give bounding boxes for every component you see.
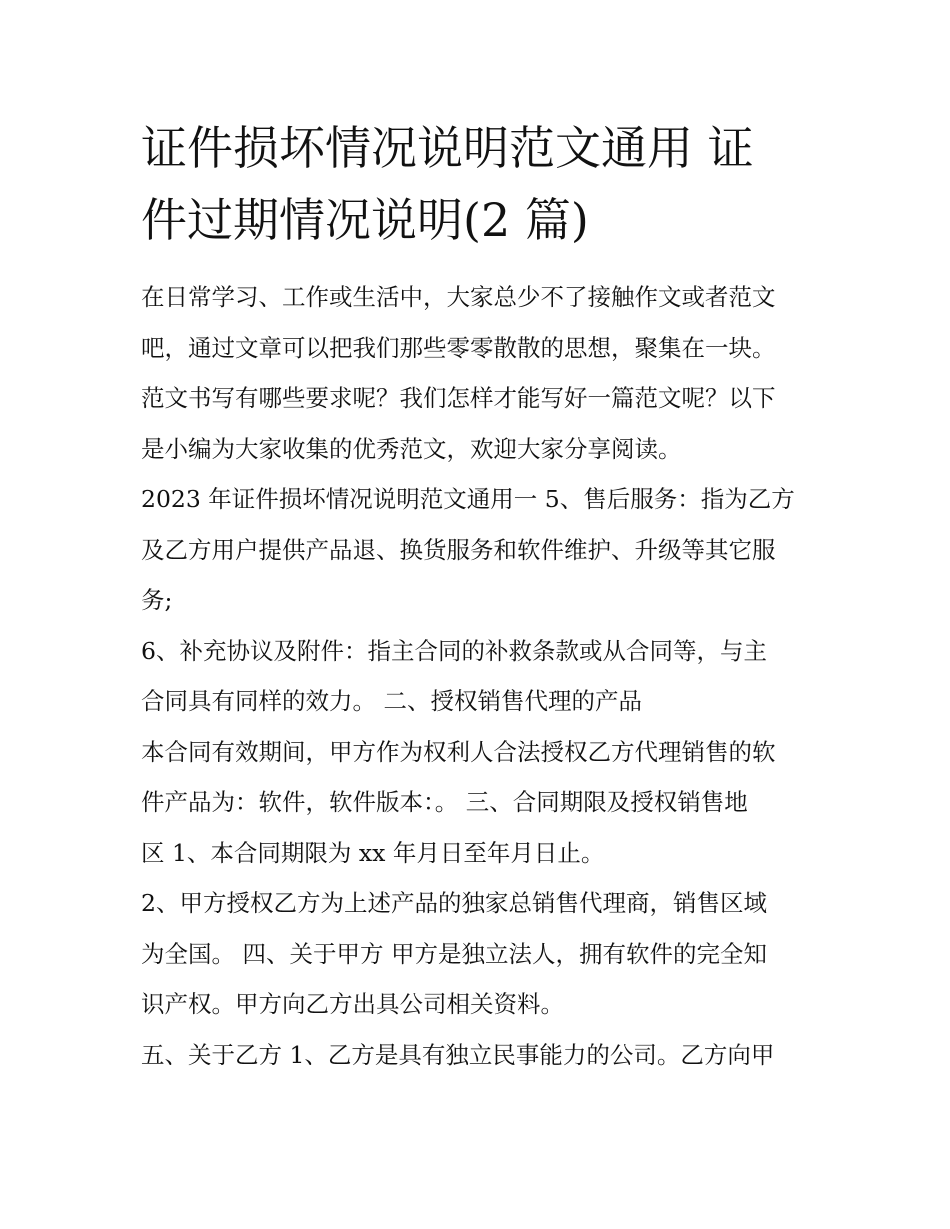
paragraph-after-sales-service	[141, 474, 813, 626]
text-line: 6、补充协议及附件：指主合同的补救条款或从合同等，与主	[141, 636, 767, 665]
paragraph-about-party-b	[141, 1030, 813, 1081]
text-line: 吧，通过文章可以把我们那些零零散散的思想，聚集在一块。	[141, 333, 776, 362]
paragraph-supplementary-agreement	[141, 626, 813, 727]
text-line: 为全国。 四、关于甲方 甲方是独立法人，拥有软件的完全知	[141, 939, 767, 968]
text-line: 在日常学习、工作或生活中，大家总少不了接触作文或者范文	[141, 283, 776, 311]
title-line: 证件损坏情况说明范文通用 证	[141, 121, 754, 175]
paragraph-authorized-product	[141, 727, 813, 879]
text-line: 识产权。甲方向乙方出具公司相关资料。	[141, 990, 564, 1018]
text-line: 及乙方用户提供产品退、换货服务和软件维护、升级等其它服	[141, 535, 776, 564]
title-line: 件过期情况说明(2 篇)	[141, 193, 589, 247]
document-body	[141, 272, 813, 1080]
text-line: 合同具有同样的效力。 二、授权销售代理的产品	[141, 687, 642, 715]
text-line: 区 1、本合同期限为 xx 年月日至年月日止。	[141, 838, 605, 867]
intro-paragraph	[141, 272, 813, 474]
text-line: 2023 年证件损坏情况说明范文通用一 5、售后服务：指为乙方	[141, 485, 795, 513]
document-content	[141, 112, 813, 1080]
document-title	[141, 112, 813, 256]
text-line: 是小编为大家收集的优秀范文，欢迎大家分享阅读。	[141, 434, 682, 463]
paragraph-exclusive-agent	[141, 878, 813, 1030]
text-line: 务;	[141, 586, 173, 614]
text-line: 五、关于乙方 1、乙方是具有独立民事能力的公司。乙方向甲	[141, 1040, 775, 1069]
text-line: 范文书写有哪些要求呢？我们怎样才能写好一篇范文呢？以下	[141, 384, 776, 412]
text-line: 件产品为：软件，软件版本：。 三、合同期限及授权销售地	[141, 788, 748, 816]
text-line: 2、甲方授权乙方为上述产品的独家总销售代理商，销售区域	[141, 889, 767, 917]
text-line: 本合同有效期间，甲方作为权利人合法授权乙方代理销售的软	[141, 737, 776, 766]
